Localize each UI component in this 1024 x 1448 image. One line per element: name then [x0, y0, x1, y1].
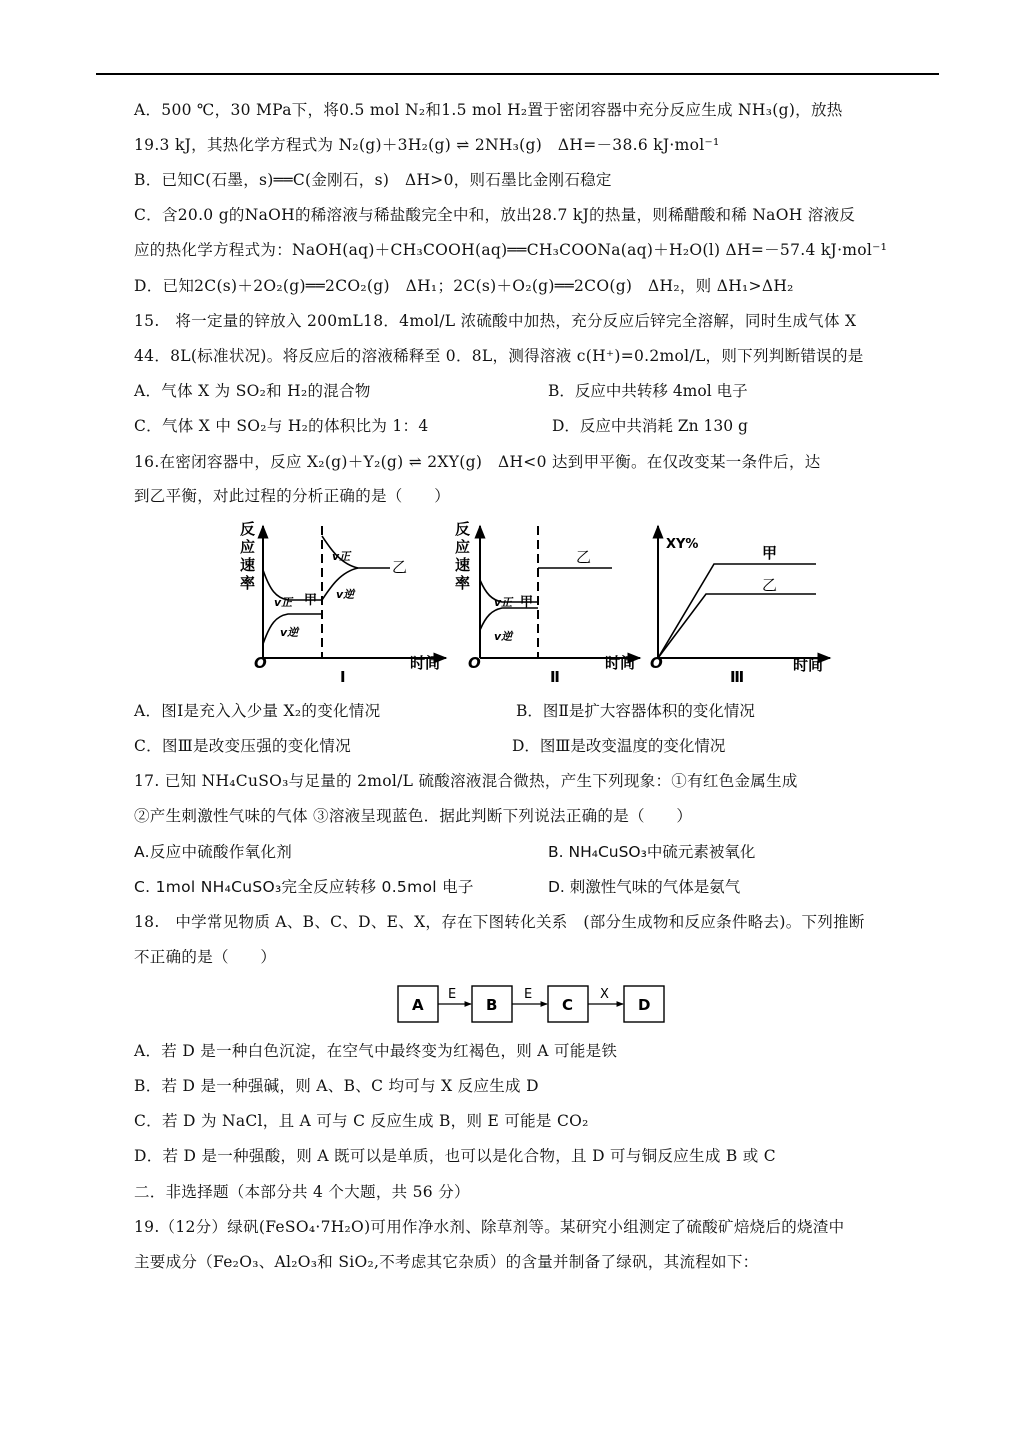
- graph1-v-reverse-2: v逆: [336, 588, 355, 601]
- graph3-ylabel: XY%: [666, 537, 699, 552]
- graph3-origin: O: [650, 654, 663, 672]
- graph1-v-reverse-1: v逆: [280, 626, 299, 639]
- q16-option-c: C．图Ⅲ是改变压强的变化情况: [134, 737, 352, 755]
- q16-stem-line1: 16.在密闭容器中，反应 X₂(g)＋Y₂(g) ⇌ 2XY(g) ΔH<0 达到甲平衡。在仅改变某一条件后，达: [134, 453, 821, 471]
- graph1-ylabel-2: 应: [240, 538, 256, 556]
- q17-option-d: D. 刺激性气味的气体是氨气: [548, 878, 741, 896]
- q16-option-d: D．图Ⅲ是改变温度的变化情况: [512, 737, 726, 755]
- q16-option-b: B．图Ⅱ是扩大容器体积的变化情况: [516, 702, 755, 720]
- graph1-v-forward-2: v正: [332, 550, 351, 563]
- graph1-origin: O: [254, 654, 267, 672]
- graph2-ylabel-2: 应: [455, 538, 471, 556]
- graph3-jia: 甲: [762, 544, 778, 562]
- q18-option-c: C．若 D 为 NaCl，且 A 可与 C 反应生成 B，则 E 可能是 CO₂: [134, 1112, 589, 1130]
- q19-stem-line2: 主要成分（Fe₂O₃、Al₂O₃和 SiO₂,不考虑其它杂质）的含量并制备了绿矾，其流程如下：: [134, 1253, 759, 1271]
- graph3-caption: Ⅲ: [730, 668, 745, 686]
- graph2-caption: Ⅱ: [550, 668, 560, 686]
- graph2-ylabel-1: 反: [455, 520, 471, 538]
- q15-option-c: C．气体 X 中 SO₂与 H₂的体积比为 1：4: [134, 417, 429, 435]
- q17-option-c: C. 1mol NH₄CuSO₃完全反应转移 0.5mol 电子: [134, 878, 474, 896]
- graph2-xlabel: 时间: [605, 654, 636, 672]
- graph3-yi: 乙: [762, 576, 778, 594]
- graph3-xlabel: 时间: [793, 656, 824, 674]
- graph1-ylabel-1: 反: [240, 520, 256, 538]
- header-rule: [96, 73, 939, 75]
- graph2-v-reverse: v逆: [494, 630, 513, 643]
- q15-stem-line1: 15. 将一定量的锌放入 200mL18．4mol/L 浓硫酸中加热，充分反应后锌完全溶解，同时生成气体 X: [134, 312, 857, 330]
- q14-option-a-line2: 19.3 kJ，其热化学方程式为 N₂(g)＋3H₂(g) ⇌ 2NH₃(g) ΔH=－38.6 kJ·mol⁻¹: [134, 136, 720, 154]
- q17-stem-line2: ②产生刺激性气味的气体 ③溶液呈现蓝色．据此判断下列说法正确的是（ ）: [134, 807, 693, 825]
- flow-label-b: B: [486, 996, 498, 1014]
- flow-label-c: C: [562, 996, 574, 1014]
- q14-option-b: B．已知C(石墨，s)══C(金刚石，s) ΔH>0，则石墨比金刚石稳定: [134, 171, 612, 189]
- q19-stem-line1: 19.（12分）绿矾(FeSO₄·7H₂O)可用作净水剂、除草剂等。某研究小组测定了硫酸矿焙烧后的烧渣中: [134, 1218, 845, 1236]
- q15-option-d: D．反应中共消耗 Zn 130 g: [552, 417, 748, 435]
- flow-arrow-label-1: E: [448, 987, 457, 1002]
- q18-flow-diagram: [390, 978, 670, 1028]
- graph1-v-forward-1: v正: [274, 596, 293, 609]
- graph2-v-forward: v正: [494, 596, 513, 609]
- q16-stem-line2: 到乙平衡，对此过程的分析正确的是（ ）: [134, 487, 451, 505]
- graph2-origin: O: [468, 654, 481, 672]
- q17-option-a: A.反应中硫酸作氧化剂: [134, 843, 293, 861]
- q14-option-d: D．已知2C(s)＋2O₂(g)══2CO₂(g) ΔH₁；2C(s)＋O₂(g)══2CO(g) ΔH₂，则 ΔH₁>ΔH₂: [134, 277, 794, 295]
- q16-graphs: [230, 518, 840, 690]
- q15-option-a: A．气体 X 为 SO₂和 H₂的混合物: [134, 382, 371, 400]
- graph1-yi: 乙: [392, 558, 408, 576]
- graph2-ylabel-4: 率: [455, 574, 471, 592]
- q17-option-b: B. NH₄CuSO₃中硫元素被氧化: [548, 843, 756, 861]
- q14-option-c-line2: 应的热化学方程式为：NaOH(aq)＋CH₃COOH(aq)══CH₃COONa(aq)＋H₂O(l) ΔH=－57.4 kJ·mol⁻¹: [134, 241, 888, 259]
- q18-option-b: B．若 D 是一种强碱，则 A、B、C 均可与 X 反应生成 D: [134, 1077, 539, 1095]
- flow-arrow-label-2: E: [524, 987, 533, 1002]
- q18-stem-line1: 18. 中学常见物质 A、B、C、D、E、X，存在下图转化关系 (部分生成物和反应条件略去)。下列推断: [134, 913, 865, 931]
- q15-stem-line2: 44．8L(标准状况)。将反应后的溶液稀释至 0．8L，测得溶液 c(H⁺)=0.2mol/L，则下列判断错误的是: [134, 347, 864, 365]
- graph1-jia: 甲: [304, 593, 318, 608]
- graph1-ylabel-3: 速: [240, 556, 256, 574]
- q18-stem-line2: 不正确的是（ ）: [134, 948, 277, 966]
- q16-option-a: A．图Ⅰ是充入入少量 X₂的变化情况: [134, 702, 381, 720]
- graph1-caption: Ⅰ: [340, 668, 346, 686]
- graph2-jia: 甲: [520, 595, 534, 610]
- q14-option-c-line1: C．含20.0 g的NaOH的稀溶液与稀盐酸完全中和，放出28.7 kJ的热量，则稀醋酸和稀 NaOH 溶液反: [134, 206, 856, 224]
- graph1-xlabel: 时间: [410, 654, 441, 672]
- graph2-yi: 乙: [576, 548, 592, 566]
- section-heading: 二．非选择题（本部分共 4 个大题，共 56 分）: [134, 1183, 470, 1201]
- q18-option-d: D．若 D 是一种强酸，则 A 既可以是单质，也可以是化合物，且 D 可与铜反应生成 B 或 C: [134, 1147, 776, 1165]
- graph1-ylabel-4: 率: [240, 574, 256, 592]
- graph2-ylabel-3: 速: [455, 556, 471, 574]
- q14-option-a-line1: A．500 ℃，30 MPa下，将0.5 mol N₂和1.5 mol H₂置于密闭容器中充分反应生成 NH₃(g)，放热: [134, 101, 843, 119]
- flow-label-d: D: [638, 996, 651, 1014]
- q18-option-a: A．若 D 是一种白色沉淀，在空气中最终变为红褐色，则 A 可能是铁: [134, 1042, 618, 1060]
- q17-stem-line1: 17. 已知 NH₄CuSO₃与足量的 2mol/L 硫酸溶液混合微热，产生下列现象：①有红色金属生成: [134, 772, 798, 790]
- flow-arrow-label-3: X: [600, 987, 609, 1002]
- q15-option-b: B．反应中共转移 4mol 电子: [548, 382, 748, 400]
- flow-label-a: A: [412, 996, 424, 1014]
